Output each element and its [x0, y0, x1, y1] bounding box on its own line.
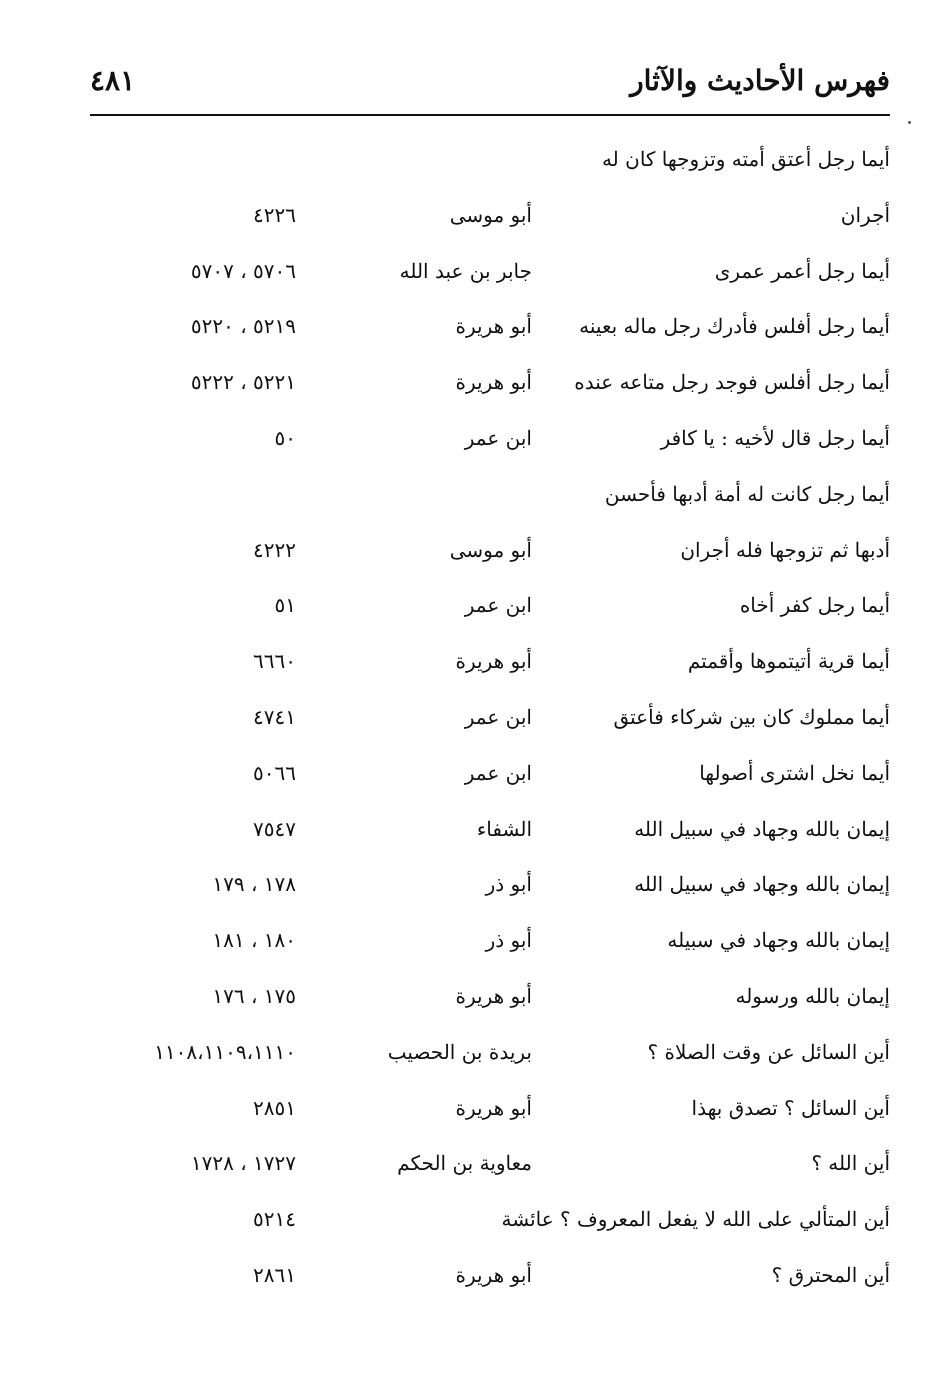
entry-numbers: ٧٥٤٧	[253, 816, 296, 841]
index-entry	[0, 802, 932, 858]
entry-narrator: معاوية بن الحكم	[397, 1151, 532, 1176]
entry-numbers: ١٧٢٧ ، ١٧٢٨	[190, 1151, 296, 1176]
entry-narrator: أبو ذر	[485, 872, 532, 897]
entry-narrator: أبو هريرة	[455, 1095, 532, 1120]
entry-narrator: ابن عمر	[464, 760, 532, 785]
entry-numbers: ٥٢١٩ ، ٥٢٢٠	[190, 314, 296, 339]
index-entry	[0, 1136, 932, 1192]
index-entry	[0, 355, 932, 411]
index-entry	[0, 690, 932, 746]
index-entry	[0, 634, 932, 690]
entry-phrase: إيمان بالله وجهاد في سبيل الله	[634, 872, 890, 897]
entry-phrase: أين الله ؟	[811, 1151, 890, 1176]
entry-numbers: ٢٨٥١	[253, 1095, 296, 1120]
entry-narrator: أبو موسى	[449, 537, 532, 562]
index-entry	[0, 969, 932, 1025]
entry-narrator: أبو هريرة	[455, 649, 532, 674]
entry-numbers: ٥٢٢١ ، ٥٢٢٢	[190, 370, 296, 395]
entry-phrase: أيما رجل أفلس فأدرك رجل ماله بعينه	[579, 314, 890, 339]
index-entry	[0, 299, 932, 355]
entry-numbers: ٢٨٦١	[253, 1262, 296, 1287]
entry-numbers: ٥٢١٤	[253, 1207, 296, 1232]
index-entries	[0, 132, 932, 1304]
entry-phrase: أيما نخل اشترى أصولها	[699, 760, 890, 785]
index-entry	[0, 578, 932, 634]
entry-narrator: أبو ذر	[485, 928, 532, 953]
entry-narrator: أبو موسى	[449, 202, 532, 227]
entry-narrator: بريدة بن الحصيب	[387, 1039, 532, 1064]
index-entry	[0, 913, 932, 969]
entry-phrase: أيما رجل أعتق أمته وتزوجها كان له	[601, 147, 890, 171]
entry-numbers: ٥٠٦٦	[253, 760, 296, 785]
entry-numbers: ١٧٨ ، ١٧٩	[212, 872, 296, 897]
index-entry	[0, 244, 932, 300]
index-entry	[0, 132, 932, 188]
entry-narrator: ابن عمر	[464, 704, 532, 729]
entry-numbers: ٤٢٢٢	[253, 537, 296, 562]
entry-phrase: إيمان بالله ورسوله	[735, 983, 890, 1008]
header-rule	[90, 114, 890, 116]
index-entry	[0, 1192, 932, 1248]
entry-numbers: ٥٠	[274, 425, 296, 450]
entry-narrator: ابن عمر	[464, 593, 532, 618]
index-entry	[0, 411, 932, 467]
entry-narrator: أبو هريرة	[455, 314, 532, 339]
entry-phrase: إيمان بالله وجهاد في سبيل الله	[634, 816, 890, 841]
entry-phrase: أيما قرية أتيتموها وأقمتم	[687, 649, 890, 674]
entry-phrase: أيما رجل أفلس فوجد رجل متاعه عنده	[574, 370, 890, 395]
entry-numbers: ٤٧٤١	[253, 704, 296, 729]
index-entry	[0, 746, 932, 802]
entry-phrase: أجران	[840, 202, 890, 227]
entry-phrase: أين المتألي على الله لا يفعل المعروف ؟ عائشة	[501, 1207, 890, 1232]
entry-phrase: أيما رجل أعمر عمرى	[714, 258, 890, 283]
page-number: ٤٨١	[90, 64, 136, 97]
entry-numbers: ٥١	[274, 593, 296, 618]
entry-phrase: أيما رجل كفر أخاه	[739, 593, 890, 618]
entry-phrase: أين المحترق ؟	[771, 1262, 890, 1287]
entry-phrase: أيما رجل كانت له أمة أدبها فأحسن	[604, 481, 890, 506]
index-entry	[0, 1248, 932, 1304]
index-entry	[0, 188, 932, 244]
entry-phrase: إيمان بالله وجهاد في سبيله	[667, 928, 890, 953]
entry-numbers: ٦٦٦٠	[253, 649, 296, 674]
entry-phrase: أدبها ثم تزوجها فله أجران	[680, 537, 890, 562]
entry-narrator: أبو هريرة	[455, 1262, 532, 1287]
index-entry	[0, 1025, 932, 1081]
index-entry	[0, 1081, 932, 1137]
index-entry	[0, 467, 932, 523]
index-entry	[0, 857, 932, 913]
entry-numbers: ٤٢٢٦	[253, 202, 296, 227]
entry-numbers: ١٧٥ ، ١٧٦	[212, 983, 296, 1008]
entry-phrase: أيما رجل قال لأخيه : يا كافر	[660, 425, 890, 450]
entry-numbers: ٥٧٠٦ ، ٥٧٠٧	[190, 258, 296, 283]
entry-narrator: ابن عمر	[464, 425, 532, 450]
entry-narrator: أبو هريرة	[455, 370, 532, 395]
entry-numbers: ١٨٠ ، ١٨١	[212, 928, 296, 953]
entry-narrator: الشفاء	[476, 816, 532, 841]
entry-phrase: أين السائل عن وقت الصلاة ؟	[647, 1039, 890, 1064]
index-entry	[0, 523, 932, 579]
entry-phrase: أين السائل ؟ تصدق بهذا	[691, 1095, 890, 1120]
page-header	[90, 58, 890, 110]
entry-phrase: أيما مملوك كان بين شركاء فأعتق	[613, 704, 890, 729]
header-title: فهرس الأحاديث والآثار	[630, 64, 890, 97]
margin-dot	[908, 121, 911, 124]
entry-numbers: ١١٠٨،١١٠٩،١١١٠	[154, 1039, 296, 1064]
entry-narrator: أبو هريرة	[455, 983, 532, 1008]
entry-narrator: جابر بن عبد الله	[399, 258, 532, 283]
